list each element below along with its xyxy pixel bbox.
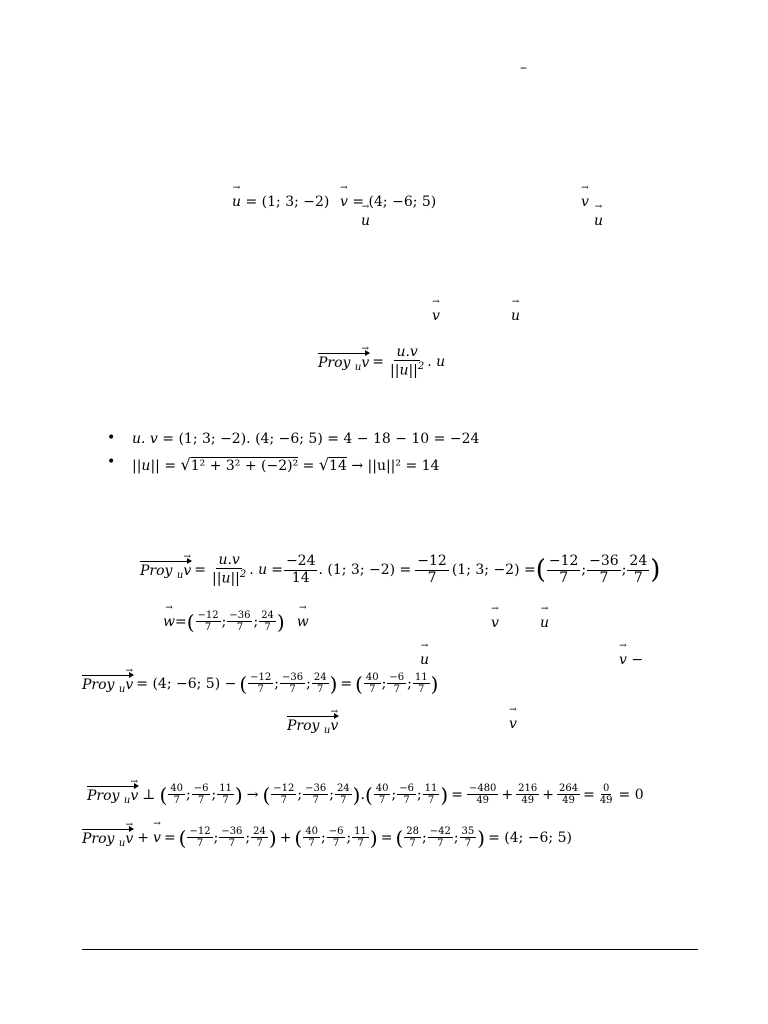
formula-tail: . u bbox=[427, 354, 446, 371]
projection-formula: Proy $_u$→ v = $\frac{u.v}{||u||^2}$ . u bbox=[318, 345, 445, 379]
sum-check-line: Proy $_u$→ v + → v = ( $\frac{-12}{7}$ ; $\frac{-36}{7}$ ; $\frac{24}{7}$ ) + ( $\frac{40}{7}$ ; $\frac{-6}{7}$ ; $\frac{11}{7}$ ) = ( $\frac{28}{7}$ ; $\frac{-42}{7}$ ; $\frac{35}{7}$ ) = (4; −6; 5) bbox=[82, 826, 572, 849]
norm-line: ||u|| = √1² + 3² + (−2)² = √14 → ||u||² = 14 bbox=[132, 455, 440, 474]
norm-lhs: ||u|| = bbox=[132, 458, 181, 474]
bullet-marker: • bbox=[107, 454, 116, 470]
w-vector-symbol: → w bbox=[163, 614, 175, 630]
v-value: = (4; −6; 5) bbox=[352, 194, 437, 210]
dot-product-rhs: = (1; 3; −2). (4; −6; 5) = 4 − 18 − 10 = −24 bbox=[162, 431, 480, 447]
norm-tail: → ||u||² = 14 bbox=[346, 458, 440, 474]
v-minus: → v − bbox=[619, 652, 643, 668]
dot-product-line bbox=[132, 431, 479, 447]
formula-denominator: $||u||^2$ bbox=[390, 361, 425, 380]
w-definition-line: → w = ( $\frac{-12}{7}$ ; $\frac{-36}{7}$ ; $\frac{24}{7}$ ) → w bbox=[163, 610, 309, 633]
u-vector-symbol: → u bbox=[511, 308, 520, 324]
u-value: = (1; 3; −2) bbox=[245, 194, 330, 210]
proy-label: Proy $_u$→ v bbox=[318, 353, 369, 371]
u-symbol-diff: → u bbox=[420, 652, 429, 668]
norm-radicand-2: 14 bbox=[329, 458, 347, 474]
v-symbol-w: → v bbox=[491, 615, 499, 631]
bullet-marker: • bbox=[107, 430, 116, 446]
proy-label: Proy $_u$→ v bbox=[140, 561, 191, 579]
v-symbol-mid bbox=[432, 308, 440, 324]
u-symbol-mid bbox=[511, 308, 520, 324]
projection-calc-line: Proy $_u$→ v = $\frac{u.v}{||u||^2}$ . u = $\frac{-24}{14}$ . (1; 3; −2) = $\frac{-12}{7}$ (1; 3; −2) = ( $\frac{-12}{7}$ ; $\frac{-36}{7}$ ; $\frac{24}{7}$ ) bbox=[140, 553, 660, 587]
norm-radicand: 1² + 3² + (−2)² bbox=[190, 458, 299, 474]
dot-product-lhs: u. v bbox=[132, 431, 158, 447]
v-vector-symbol: → v bbox=[581, 194, 589, 210]
u-symbol-right bbox=[594, 213, 603, 229]
u-vector-symbol: → u bbox=[594, 213, 603, 229]
v-definition bbox=[340, 194, 436, 210]
difference-line: Proy $_u$→ v = (4; −6; 5) − ( $\frac{-12}{7}$ ; $\frac{-36}{7}$ ; $\frac{24}{7}$ ) = ( $\frac{40}{7}$ ; $\frac{-6}{7}$ ; $\frac{11}{7}$ ) bbox=[82, 672, 438, 695]
footer-divider bbox=[82, 949, 698, 950]
formula-numerator: u.v bbox=[396, 344, 418, 360]
perpendicular-check-line: Proy $_u$→ v ⊥ ( $\frac{40}{7}$ ; $\frac{-6}{7}$ ; $\frac{11}{7}$ ) → ( $\frac{-12}{7}$ ; $\frac{-36}{7}$ ; $\frac{24}{7}$ ) . ( $\frac{40}{7}$ ; $\frac{-6}{7}$ ; $\frac{11}{7}$ ) = $\frac{-480}{49}$ + $\frac{216}{49}$ + $\frac{264}{49}$ = $\frac{0}{49}$ = 0 bbox=[87, 783, 644, 806]
u-symbol-w: → u bbox=[540, 615, 549, 631]
w-vector-symbol: → w bbox=[297, 614, 309, 630]
u-vector-symbol: → u bbox=[361, 213, 370, 229]
v-vector-symbol: → v bbox=[340, 194, 348, 210]
v-symbol-proy: → v bbox=[509, 716, 517, 732]
v-vector-symbol: → v bbox=[432, 308, 440, 324]
formula-fraction bbox=[388, 345, 426, 379]
u-symbol-left bbox=[361, 213, 370, 229]
proy-label-standalone: Proy $_u$→ v bbox=[287, 716, 338, 734]
dash-mark: – bbox=[520, 60, 527, 76]
u-vector-symbol: → u bbox=[232, 194, 241, 210]
v-symbol-right bbox=[581, 194, 589, 210]
u-definition bbox=[232, 194, 329, 210]
